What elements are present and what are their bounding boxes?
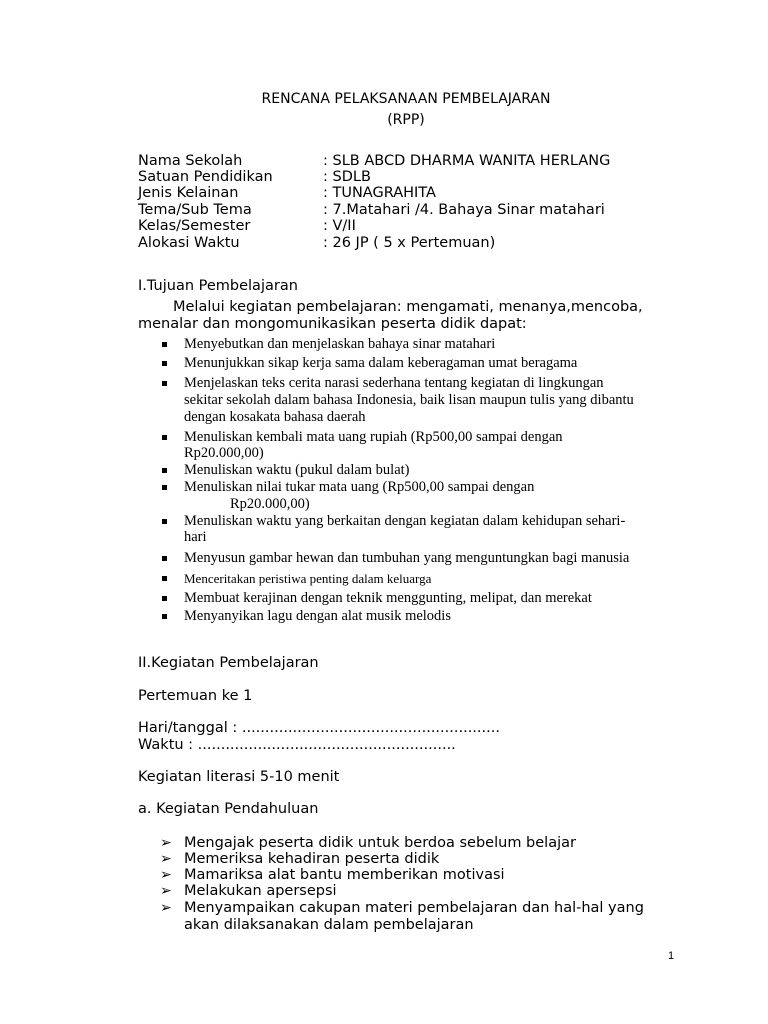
list-item-continuation: Rp20.000,00)	[184, 445, 264, 461]
list-item: Menyampaikan cakupan materi pembelajaran dan hal-hal yang	[184, 900, 644, 916]
identity-value: : SDLB	[323, 169, 371, 185]
list-item: Menjelaskan teks cerita narasi sederhana tentang kegiatan di lingkungan	[184, 375, 604, 391]
meeting-label: Pertemuan ke 1	[138, 688, 253, 704]
identity-value: : 7.Matahari /4. Bahaya Sinar matahari	[323, 202, 605, 218]
arrow-bullet-icon: ➢	[160, 867, 172, 883]
intro-activity-heading: a. Kegiatan Pendahuluan	[138, 801, 319, 817]
list-item-continuation: akan dilaksanakan dalam pembelajaran	[184, 917, 474, 933]
bullet-icon	[162, 468, 167, 473]
bullet-icon	[162, 342, 167, 347]
identity-label: Kelas/Semester	[138, 218, 251, 234]
list-item-continuation: Rp20.000,00)	[230, 496, 310, 512]
identity-value: : V/II	[323, 218, 356, 234]
list-item: Melakukan apersepsi	[184, 883, 337, 899]
list-item: Membuat kerajinan dengan teknik menggunting, melipat, dan merekat	[184, 590, 592, 606]
arrow-bullet-icon: ➢	[160, 883, 172, 899]
identity-label: Tema/Sub Tema	[138, 202, 252, 218]
bullet-icon	[162, 361, 167, 366]
bullet-icon	[162, 381, 167, 386]
list-item: Menuliskan waktu (pukul dalam bulat)	[184, 462, 410, 478]
bullet-icon	[162, 614, 167, 619]
list-item: Menyusun gambar hewan dan tumbuhan yang menguntungkan bagi manusia	[184, 550, 630, 566]
list-item: Menyanyikan lagu dengan alat musik melodis	[184, 608, 451, 624]
section-heading-objectives: I.Tujuan Pembelajaran	[138, 278, 298, 294]
list-item-continuation: hari	[184, 529, 207, 545]
arrow-bullet-icon: ➢	[160, 835, 172, 851]
list-item-continuation: sekitar sekolah dalam bahasa Indonesia, baik lisan maupun tulis yang dibantu	[184, 392, 634, 408]
list-item: Menyebutkan dan menjelaskan bahaya sinar matahari	[184, 336, 496, 352]
identity-label: Satuan Pendidikan	[138, 169, 273, 185]
time-line: Waktu : ........................................................	[138, 737, 456, 753]
objectives-intro: Melalui kegiatan pembelajaran: mengamati, menanya,mencoba,	[173, 299, 643, 315]
identity-label: Alokasi Waktu	[138, 235, 240, 251]
list-item: Menuliskan kembali mata uang rupiah (Rp500,00 sampai dengan	[184, 429, 563, 445]
arrow-bullet-icon: ➢	[160, 851, 172, 867]
identity-value: : TUNAGRAHITA	[323, 185, 436, 201]
document-subtitle: (RPP)	[387, 112, 425, 128]
section-heading-activities: II.Kegiatan Pembelajaran	[138, 655, 319, 671]
identity-value: : 26 JP ( 5 x Pertemuan)	[323, 235, 496, 251]
list-item: Menunjukkan sikap kerja sama dalam keberagaman umat beragama	[184, 355, 578, 371]
identity-value: : SLB ABCD DHARMA WANITA HERLANG	[323, 153, 611, 169]
document-title: RENCANA PELAKSANAAN PEMBELAJARAN	[261, 91, 551, 107]
objectives-intro: menalar dan mongomunikasikan peserta didik dapat:	[138, 316, 527, 332]
list-item: Memeriksa kehadiran peserta didik	[184, 851, 440, 867]
literacy-line: Kegiatan literasi 5-10 menit	[138, 769, 340, 785]
list-item: Menceritakan peristiwa penting dalam keluarga	[184, 571, 432, 586]
list-item: Menuliskan nilai tukar mata uang (Rp500,00 sampai dengan	[184, 479, 535, 495]
list-item: Menuliskan waktu yang berkaitan dengan kegiatan dalam kehidupan sehari-	[184, 513, 626, 529]
list-item: Mengajak peserta didik untuk berdoa sebelum belajar	[184, 835, 576, 851]
identity-label: Nama Sekolah	[138, 153, 243, 169]
bullet-icon	[162, 596, 167, 601]
date-line: Hari/tanggal : ........................................................	[138, 720, 500, 736]
bullet-icon	[162, 576, 167, 581]
arrow-bullet-icon: ➢	[160, 900, 172, 916]
bullet-icon	[162, 435, 167, 440]
page-number: 1	[668, 950, 675, 962]
list-item: Mamariksa alat bantu memberikan motivasi	[184, 867, 505, 883]
bullet-icon	[162, 485, 167, 490]
bullet-icon	[162, 519, 167, 524]
identity-label: Jenis Kelainan	[138, 185, 239, 201]
bullet-icon	[162, 556, 167, 561]
list-item-continuation: dengan kosakata bahasa daerah	[184, 409, 366, 425]
